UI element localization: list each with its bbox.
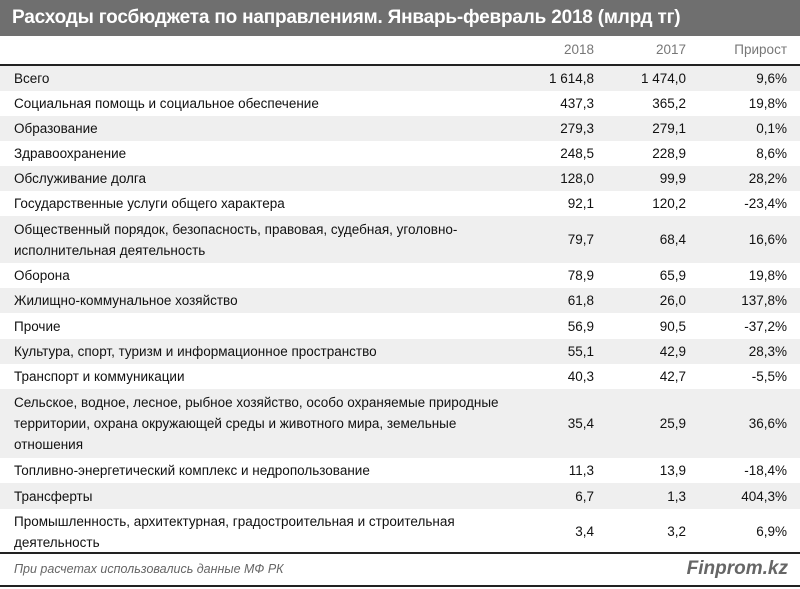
row-label: Государственные услуги общего характера bbox=[14, 196, 285, 211]
value-2017: 90,5 bbox=[659, 318, 686, 334]
row-label: Трансферты bbox=[14, 488, 93, 504]
value-2018: 55,1 bbox=[567, 344, 594, 359]
value-2017: 65,9 bbox=[659, 268, 686, 283]
source-note: При расчетах использовались данные МФ РК bbox=[14, 562, 284, 576]
value-2018: 279,3 bbox=[560, 121, 594, 136]
footer bbox=[0, 552, 800, 587]
value-2017: 99,9 bbox=[659, 171, 686, 186]
growth-value: 137,8% bbox=[741, 293, 787, 308]
row-label: Обслуживание долга bbox=[14, 171, 147, 186]
value-2017: 1,3 bbox=[667, 488, 686, 504]
data-table bbox=[0, 36, 800, 554]
value-2018: 40,3 bbox=[567, 369, 594, 384]
value-2018: 78,9 bbox=[567, 268, 594, 283]
value-2018: 6,7 bbox=[575, 488, 594, 504]
value-2018: 128,0 bbox=[560, 171, 594, 186]
row-label: Культура, спорт, туризм и информационное пространство bbox=[14, 344, 377, 359]
table-row bbox=[0, 313, 800, 339]
table-title: Расходы госбюджета по направлениям. Январь-февраль 2018 (млрд тг) bbox=[0, 0, 800, 36]
value-2017: 279,1 bbox=[652, 121, 686, 136]
growth-value: 6,9% bbox=[756, 524, 787, 539]
growth-value: -18,4% bbox=[744, 463, 787, 478]
table-row bbox=[0, 288, 800, 313]
value-2018: 11,3 bbox=[568, 463, 594, 478]
row-label: Образование bbox=[14, 121, 98, 136]
header-2018: 2018 bbox=[563, 42, 594, 57]
growth-value: 16,6% bbox=[748, 232, 787, 247]
value-2018: 56,9 bbox=[567, 318, 594, 334]
row-label: Промышленность, архитектурная, градостроительная и строительная деятельность bbox=[14, 513, 455, 550]
value-2018: 92,1 bbox=[567, 196, 594, 211]
table-row bbox=[0, 66, 800, 91]
table-row bbox=[0, 216, 800, 263]
value-2018: 437,3 bbox=[560, 96, 594, 111]
row-label: Всего bbox=[14, 71, 50, 86]
table-row bbox=[0, 263, 800, 288]
growth-value: 19,8% bbox=[748, 268, 787, 283]
table-row bbox=[0, 483, 800, 509]
value-2018: 1 614,8 bbox=[548, 71, 594, 86]
value-2017: 1 474,0 bbox=[640, 71, 686, 86]
row-label: Общественный порядок, безопасность, правовая, судебная, уголовно-исполнительная деятельность bbox=[14, 221, 458, 258]
value-2018: 79,7 bbox=[567, 232, 594, 247]
row-label: Социальная помощь и социальное обеспечение bbox=[14, 96, 319, 111]
growth-value: -5,5% bbox=[751, 369, 787, 384]
header-growth: Прирост bbox=[734, 42, 787, 57]
value-2018: 248,5 bbox=[560, 146, 594, 161]
value-2017: 228,9 bbox=[652, 146, 686, 161]
row-label: Топливно-энергетический комплекс и недропользование bbox=[14, 463, 370, 478]
value-2017: 42,9 bbox=[659, 344, 686, 359]
value-2018: 61,8 bbox=[567, 293, 594, 308]
table-row bbox=[0, 141, 800, 166]
value-2017: 25,9 bbox=[659, 416, 686, 431]
value-2017: 42,7 bbox=[659, 369, 686, 384]
growth-value: 0,1% bbox=[756, 121, 787, 136]
growth-value: 28,3% bbox=[748, 344, 787, 359]
table-row bbox=[0, 191, 800, 216]
value-2017: 3,2 bbox=[667, 524, 686, 539]
header-2017: 2017 bbox=[655, 42, 686, 57]
table-row bbox=[0, 339, 800, 364]
value-2017: 365,2 bbox=[652, 96, 686, 111]
value-2017: 26,0 bbox=[659, 293, 686, 308]
growth-value: 8,6% bbox=[756, 146, 787, 161]
brand-logo: Finprom.kz bbox=[686, 558, 788, 579]
row-label: Жилищно-коммунальное хозяйство bbox=[14, 293, 238, 308]
growth-value: -23,4% bbox=[744, 196, 787, 211]
growth-value: 36,6% bbox=[748, 416, 787, 431]
value-2018: 3,4 bbox=[575, 524, 594, 539]
growth-value: 28,2% bbox=[748, 171, 787, 186]
row-label: Оборона bbox=[14, 268, 70, 283]
value-2017: 120,2 bbox=[652, 196, 686, 211]
table-row bbox=[0, 364, 800, 389]
growth-value: -37,2% bbox=[744, 318, 787, 334]
table-row bbox=[0, 458, 800, 483]
growth-value: 19,8% bbox=[748, 96, 787, 111]
row-label: Транспорт и коммуникации bbox=[14, 369, 185, 384]
table-row bbox=[0, 91, 800, 116]
value-2018: 35,4 bbox=[567, 416, 594, 431]
table-row bbox=[0, 166, 800, 191]
row-label: Здравоохранение bbox=[14, 146, 127, 161]
growth-value: 9,6% bbox=[756, 71, 787, 86]
table-row bbox=[0, 116, 800, 141]
table-row bbox=[0, 509, 800, 554]
growth-value: 404,3% bbox=[741, 488, 787, 504]
row-label: Прочие bbox=[14, 318, 61, 334]
value-2017: 68,4 bbox=[659, 232, 686, 247]
value-2017: 13,9 bbox=[659, 463, 686, 478]
header-row bbox=[0, 36, 800, 66]
row-label: Сельское, водное, лесное, рыбное хозяйство, особо охраняемые природные территории, охрана окружающей среды и животного мира, земельные отношения bbox=[14, 395, 499, 452]
table-row bbox=[0, 389, 800, 458]
